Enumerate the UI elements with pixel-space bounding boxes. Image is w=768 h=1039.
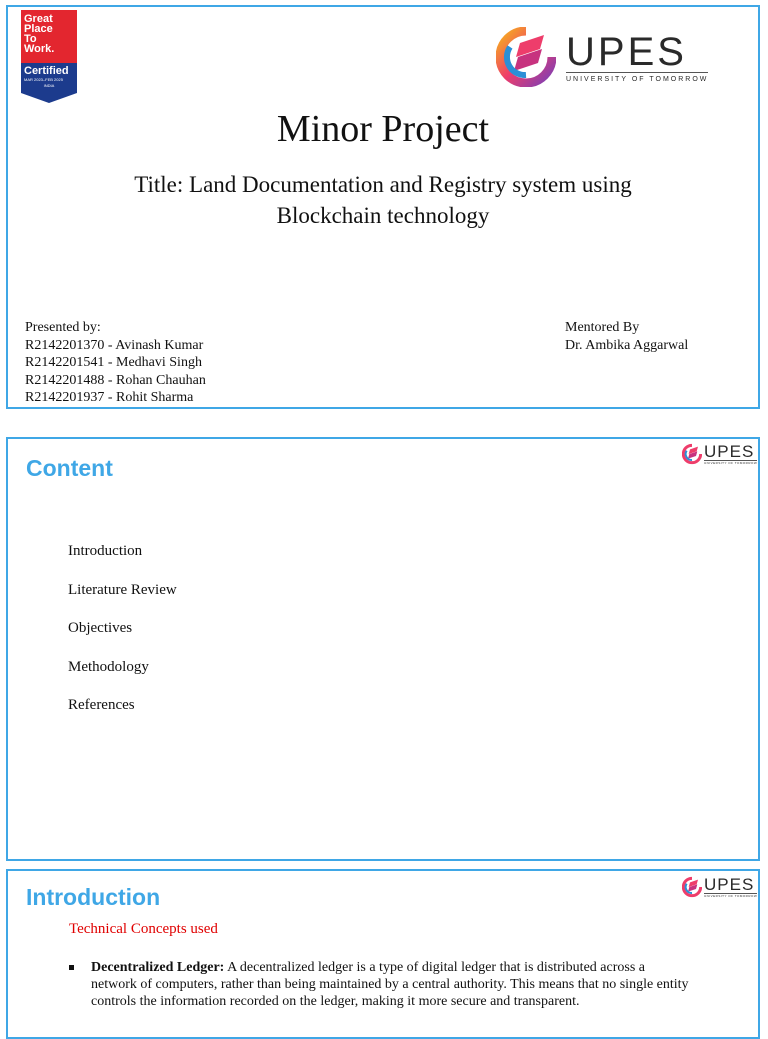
upes-logo-small: [682, 876, 757, 898]
member-line: R2142201541 - Medhavi Singh: [25, 355, 202, 370]
upes-logo: [496, 27, 708, 87]
upes-emblem-icon: [682, 876, 702, 898]
badge-line: Place: [24, 23, 53, 35]
slide-heading: Content: [26, 455, 113, 481]
slide-content: [6, 437, 760, 861]
slide-title: [6, 5, 760, 409]
bullet-item: [69, 959, 689, 1010]
presented-label: Presented by:: [25, 320, 101, 335]
upes-tagline: UNIVERSITY OF TOMORROW: [566, 72, 708, 83]
presented-by-block: [25, 319, 206, 407]
member-line: R2142201370 - Avinash Kumar: [25, 337, 204, 353]
upes-logo-small: [682, 443, 757, 465]
member-line: R2142201488 - Rohan Chauhan: [25, 372, 206, 388]
badge-line: To: [24, 33, 37, 45]
slide-heading: Introduction: [26, 884, 161, 910]
badge-country: INDIA: [43, 83, 55, 88]
bullet-square-icon: [69, 965, 74, 970]
bullet-term: Decentralized Ledger:: [91, 960, 225, 975]
member-line: R2142201937 - Rohit Sharma: [25, 390, 194, 405]
badge-line: Great: [24, 13, 53, 25]
mentored-label: Mentored By: [565, 320, 640, 335]
list-item: References: [68, 697, 135, 713]
badge-header: [21, 10, 77, 63]
upes-wordmark: UPES: [566, 29, 687, 74]
bullet-body: A decentralized ledger is a type of digital ledger that is distributed across a network of computers, rather than being maintained by a central authority. This means that no single entity controls the information recorded on the ledger, making it more secure and transparent.: [91, 960, 689, 1009]
list-item: Objectives: [68, 620, 133, 636]
list-item: Literature Review: [68, 581, 177, 598]
upes-emblem-icon: [496, 27, 556, 87]
upes-tagline: UNIVERSITY OF TOMORROW: [704, 894, 758, 898]
badge-line: Work.: [24, 43, 55, 55]
slide-introduction: [6, 869, 760, 1039]
content-list: [68, 543, 177, 736]
mentored-by-block: [565, 319, 688, 354]
great-place-to-work-badge: [21, 10, 77, 106]
page-title: Minor Project: [276, 108, 490, 150]
project-subtitle: Title: Land Documentation and Registry system using Blockchain technology: [134, 172, 632, 228]
badge-dates: MAR 2023–FEB 2025: [24, 77, 63, 82]
list-item: Methodology: [68, 658, 149, 675]
list-item: Introduction: [68, 543, 143, 559]
badge-footer: [21, 63, 77, 93]
upes-tagline: UNIVERSITY OF TOMORROW: [704, 461, 758, 465]
upes-wordmark: UPES: [704, 875, 755, 894]
bullet-text: [91, 959, 689, 1010]
mentor-name: Dr. Ambika Aggarwal: [565, 337, 689, 353]
section-subheading: Technical Concepts used: [69, 921, 218, 937]
badge-certified: Certified: [24, 65, 69, 77]
badge-tip: [21, 93, 77, 103]
upes-emblem-icon: [682, 443, 702, 465]
upes-wordmark: UPES: [704, 442, 755, 461]
